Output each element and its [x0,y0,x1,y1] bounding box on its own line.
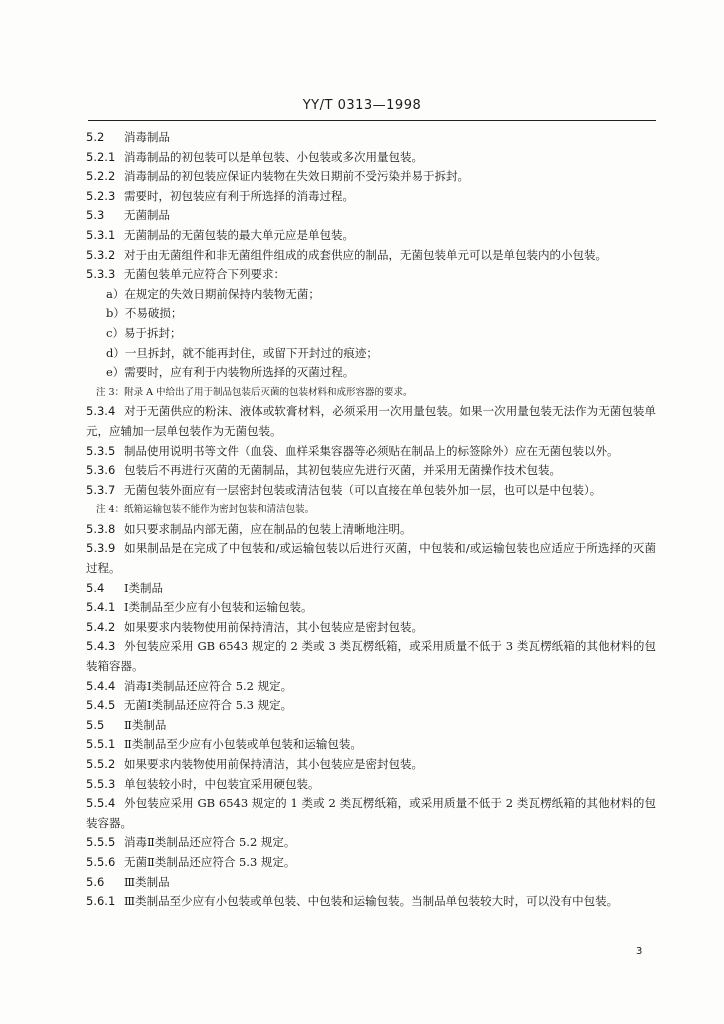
standard-code-header: YY/T 0313—1998 [302,98,422,113]
requirement-list [86,285,656,383]
clause-number: 5.5.6 [86,854,116,869]
clause-5-2-1 [86,148,656,168]
clause-number: 5.6 [86,874,105,889]
header-rule [88,120,656,121]
clause-text: 消毒制品的初包装应保证内装物在失效日期前不受污染并易于拆封。 [124,169,469,184]
clause-number: 5.4.3 [86,639,116,654]
clause-5-5 [86,716,656,736]
clause-5-3-2 [86,246,656,266]
clause-number: 5.4.1 [86,600,116,615]
clause-text: 无菌制品 [124,208,170,223]
list-item: e）需要时，应有利于内装物所选择的灭菌过程。 [106,365,355,380]
clause-number: 5.3.5 [86,443,116,458]
clause-number: 5.6.1 [86,894,116,909]
clause-number: 5.4.4 [86,678,116,693]
clause-number: 5.5 [86,717,105,732]
clause-text: 制品使用说明书等文件（血袋、血样采集容器等必须贴在制品上的标签除外）应在无菌包装以外。 [124,443,619,458]
clause-5-3-8 [86,520,656,540]
clause-5-2-2 [86,167,656,187]
document-body [86,128,656,912]
clause-5-5-3 [86,775,656,795]
clause-5-5-2 [86,755,656,775]
clause-number: 5.3.9 [86,541,116,556]
clause-text: 外包装应采用 GB 6543 规定的 2 类或 3 类瓦楞纸箱，或采用质量不低于 3 类瓦楞纸箱的其他材料的包装箱容器。 [86,639,656,674]
list-item: b）不易破损； [106,306,183,321]
clause-text: Ⅲ类制品至少应有小包装或单包装、中包装和运输包装。当制品单包装较大时，可以没有中包装。 [124,894,619,909]
clause-number: 5.3.2 [86,247,116,262]
clause-number: 5.3.7 [86,482,116,497]
clause-5-5-6 [86,853,656,873]
clause-5-4-2 [86,618,656,638]
clause-5-5-5 [86,833,656,853]
clause-number: 5.4.2 [86,619,116,634]
clause-5-3-4 [86,402,656,441]
clause-number: 5.5.2 [86,757,116,771]
note-4: 注 4：纸箱运输包装不能作为密封包装和清洁包装。 [96,504,315,516]
clause-5-2-3 [86,187,656,207]
clause-text: 无菌包装外面应有一层密封包装或清洁包装（可以直接在单包装外加一层，也可以是中包装）。 [124,482,602,497]
clause-text: 对于无菌供应的粉沫、液体或软膏材料，必须采用一次用量包装。如果一次用量包装无法作为无菌包装单元，应辅加一层单包装作为无菌包装。 [86,404,656,438]
clause-text: 外包装应采用 GB 6543 规定的 1 类或 2 类瓦楞纸箱，或采用质量不低于 2 类瓦楞纸箱的其他材料的包装容器。 [86,796,656,830]
clause-5-5-4 [86,794,656,833]
clauses-group-2 [86,402,656,500]
clause-text: 无菌制品的无菌包装的最大单元应是单包装。 [124,227,354,242]
clause-text: 需要时，初包装应有利于所选择的消毒过程。 [124,188,354,203]
clause-number: 5.5.4 [86,796,116,811]
clause-text: 对于由无菌组件和非无菌组件组成的成套供应的制品，无菌包装单元可以是单包装内的小包装。 [124,247,607,262]
clause-number: 5.4.5 [86,698,116,713]
clause-5-3-3 [86,265,656,285]
clause-number: 5.3.1 [86,227,116,242]
clause-number: 5.3.6 [86,463,116,478]
clause-text: Ⅰ类制品至少应有小包装和运输包装。 [124,600,313,615]
clause-text: 无菌Ⅱ类制品还应符合 5.3 规定。 [124,854,296,869]
clause-5-2 [86,128,656,148]
list-item: c）易于拆封； [106,325,182,340]
clause-number: 5.2.1 [86,149,116,164]
list-item: d）一旦拆封，就不能再封住，或留下开封过的痕迹； [106,345,378,360]
clause-number: 5.5.3 [86,776,116,791]
clause-text: 单包装较小时，中包装宜采用硬包装。 [124,776,320,791]
clause-5-3 [86,206,656,226]
clause-text: Ⅱ类制品至少应有小包装或单包装和运输包装。 [124,737,362,752]
clause-number: 5.5.1 [86,737,116,752]
clause-number: 5.3.4 [86,404,116,419]
clause-5-6 [86,873,656,893]
clause-text: Ⅲ类制品 [124,874,170,889]
clause-number: 5.2.2 [86,169,116,184]
clause-number: 5.2.3 [86,188,116,203]
clause-text: 消毒制品的初包装可以是单包装、小包装或多次用量包装。 [124,149,423,164]
clause-text: Ⅱ类制品 [124,717,167,732]
clause-text: 如果要求内装物使用前保持清洁，其小包装应是密封包装。 [124,757,423,771]
clause-number: 5.5.5 [86,835,116,850]
clause-number: 5.4 [86,580,105,595]
clause-number: 5.2 [86,130,105,144]
clause-5-4-4 [86,677,656,697]
clause-5-3-9 [86,539,656,578]
clauses-group-3 [86,520,656,912]
page-number: 3 [636,946,643,957]
clause-text: 无菌Ⅰ类制品还应符合 5.3 规定。 [124,698,293,713]
clause-number: 5.3.3 [86,267,116,282]
clause-5-4-5 [86,696,656,716]
clause-text: 消毒制品 [124,130,170,144]
clause-text: 如果要求内装物使用前保持清洁，其小包装应是密封包装。 [124,619,423,634]
clause-5-4-1 [86,598,656,618]
clause-5-3-7 [86,481,656,501]
clause-5-3-6 [86,461,656,481]
clause-text: 无菌包装单元应符合下列要求： [124,267,285,282]
clause-5-4-3 [86,637,656,676]
clause-text: Ⅰ类制品 [124,580,164,595]
clause-text: 包装后不再进行灭菌的无菌制品，其初包装应先进行灭菌，并采用无菌操作技术包装。 [124,463,561,478]
clause-text: 消毒Ⅰ类制品还应符合 5.2 规定。 [124,678,293,693]
note-3: 注 3：附录 A 中给出了用于制品包装后灭菌的包装材料和成形容器的要求。 [96,386,413,398]
clause-text: 消毒Ⅱ类制品还应符合 5.2 规定。 [124,835,296,850]
list-item: a）在规定的失效日期前保持内装物无菌； [106,286,320,301]
clause-number: 5.3.8 [86,521,116,536]
clause-number: 5.3 [86,208,105,223]
clause-text: 如果制品是在完成了中包装和/或运输包装以后进行灭菌，中包装和/或运输包装也应适应于所选择的灭菌过程。 [86,541,656,576]
clause-5-5-1 [86,735,656,755]
clause-5-3-5 [86,442,656,462]
clause-5-3-1 [86,226,656,246]
clause-5-6-1 [86,892,656,912]
clause-text: 如只要求制品内部无菌，应在制品的包装上清晰地注明。 [124,521,412,536]
clauses-group-1 [86,128,656,285]
clause-5-4 [86,579,656,599]
